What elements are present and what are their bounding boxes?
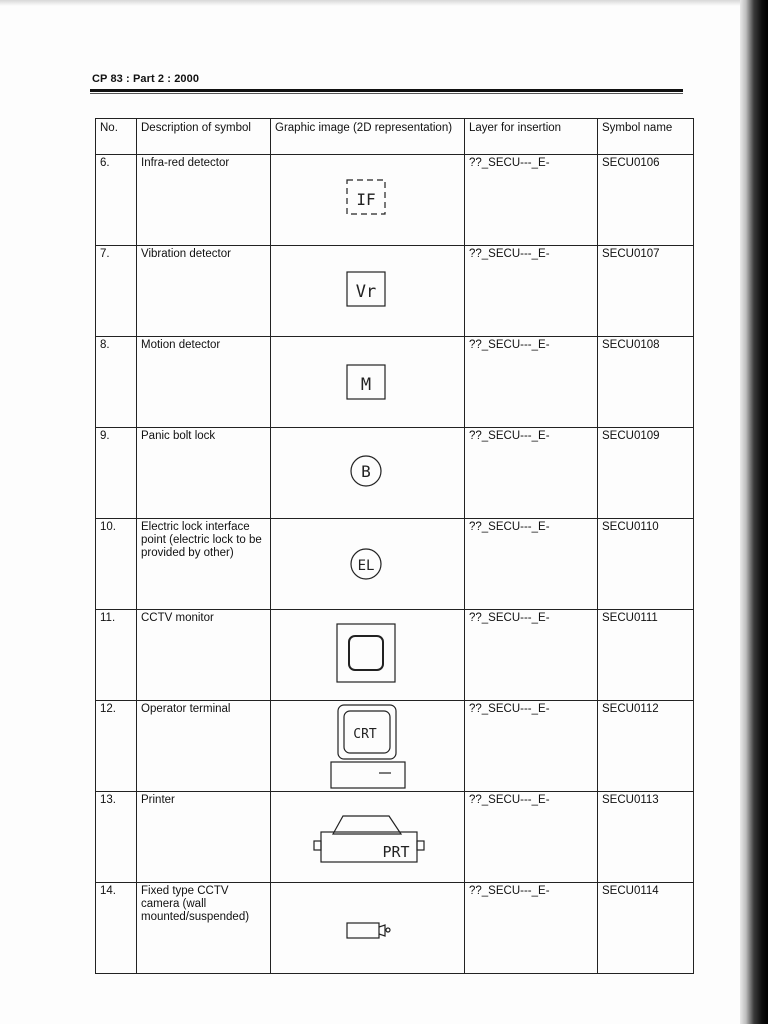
- cell-no: 7.: [96, 246, 137, 337]
- table-row: [96, 519, 694, 610]
- cell-graphic: [271, 610, 465, 701]
- cell-graphic: [271, 792, 465, 883]
- table-row: [96, 610, 694, 701]
- column-header-graphic: Graphic image (2D representation): [271, 119, 465, 155]
- symbols-table: [95, 118, 694, 974]
- cell-description: CCTV monitor: [137, 610, 271, 701]
- cell-symbol-name: SECU0106: [598, 155, 694, 246]
- cell-symbol-name: SECU0114: [598, 883, 694, 974]
- cell-layer: ??_SECU---_E-: [465, 428, 598, 519]
- cell-layer: ??_SECU---_E-: [465, 883, 598, 974]
- vibration-detector-symbol-icon: [271, 246, 465, 337]
- cctv-camera-symbol-icon: [271, 883, 465, 974]
- column-header-no: No.: [96, 119, 137, 155]
- symbol-label: EL: [357, 558, 375, 574]
- symbol-label: Vr: [355, 282, 377, 302]
- header-rule: [90, 89, 683, 92]
- cell-no: 6.: [96, 155, 137, 246]
- cctv-monitor-symbol-icon: [271, 610, 465, 701]
- cell-graphic: [271, 701, 465, 792]
- cell-description: Motion detector: [137, 337, 271, 428]
- panic-bolt-lock-symbol-icon: [271, 428, 465, 519]
- table-row: [96, 246, 694, 337]
- cell-no: 9.: [96, 428, 137, 519]
- cell-graphic: [271, 883, 465, 974]
- cell-no: 10.: [96, 519, 137, 610]
- table-row: [96, 792, 694, 883]
- cell-description: Electric lock interface point (electric lock to be provided by other): [137, 519, 271, 610]
- cell-symbol-name: SECU0111: [598, 610, 694, 701]
- page-binding-edge: [740, 0, 768, 1024]
- cell-description: Operator terminal: [137, 701, 271, 792]
- cell-symbol-name: SECU0109: [598, 428, 694, 519]
- cell-layer: ??_SECU---_E-: [465, 246, 598, 337]
- cell-graphic: [271, 337, 465, 428]
- column-header-description: Description of symbol: [137, 119, 271, 155]
- cell-description: Infra-red detector: [137, 155, 271, 246]
- infra-red-detector-symbol-icon: [271, 155, 465, 246]
- symbol-label: M: [360, 375, 372, 395]
- cell-no: 12.: [96, 701, 137, 792]
- symbol-label: B: [361, 462, 371, 481]
- cell-symbol-name: SECU0110: [598, 519, 694, 610]
- cell-layer: ??_SECU---_E-: [465, 610, 598, 701]
- cell-graphic: [271, 519, 465, 610]
- symbol-label: CRT: [353, 727, 377, 742]
- symbol-label: IF: [356, 190, 376, 209]
- electric-lock-symbol-icon: [271, 519, 465, 610]
- page-top-edge: [0, 0, 740, 6]
- symbol-label: PRT: [382, 843, 410, 861]
- cell-symbol-name: SECU0108: [598, 337, 694, 428]
- cell-no: 8.: [96, 337, 137, 428]
- cell-symbol-name: SECU0112: [598, 701, 694, 792]
- table-row: [96, 428, 694, 519]
- cell-layer: ??_SECU---_E-: [465, 155, 598, 246]
- table-row: [96, 155, 694, 246]
- cell-layer: ??_SECU---_E-: [465, 337, 598, 428]
- header-rule-thin: [90, 93, 683, 94]
- cell-layer: ??_SECU---_E-: [465, 792, 598, 883]
- motion-detector-symbol-icon: [271, 337, 465, 428]
- cell-layer: ??_SECU---_E-: [465, 701, 598, 792]
- cell-layer: ??_SECU---_E-: [465, 519, 598, 610]
- cell-graphic: [271, 155, 465, 246]
- document-header: CP 83 : Part 2 : 2000: [92, 73, 200, 85]
- cell-graphic: [271, 428, 465, 519]
- cell-description: Printer: [137, 792, 271, 883]
- printer-symbol-icon: [271, 792, 465, 883]
- cell-description: Vibration detector: [137, 246, 271, 337]
- cell-description: Panic bolt lock: [137, 428, 271, 519]
- operator-terminal-symbol-icon: [271, 701, 465, 792]
- table-row: [96, 883, 694, 974]
- table-row: [96, 337, 694, 428]
- cell-graphic: [271, 246, 465, 337]
- column-header-layer: Layer for insertion: [465, 119, 598, 155]
- cell-no: 13.: [96, 792, 137, 883]
- cell-symbol-name: SECU0113: [598, 792, 694, 883]
- column-header-symbol-name: Symbol name: [598, 119, 694, 155]
- cell-no: 11.: [96, 610, 137, 701]
- cell-no: 14.: [96, 883, 137, 974]
- cell-symbol-name: SECU0107: [598, 246, 694, 337]
- table-header-row: [96, 119, 694, 155]
- table-row: [96, 701, 694, 792]
- cell-description: Fixed type CCTV camera (wall mounted/suspended): [137, 883, 271, 974]
